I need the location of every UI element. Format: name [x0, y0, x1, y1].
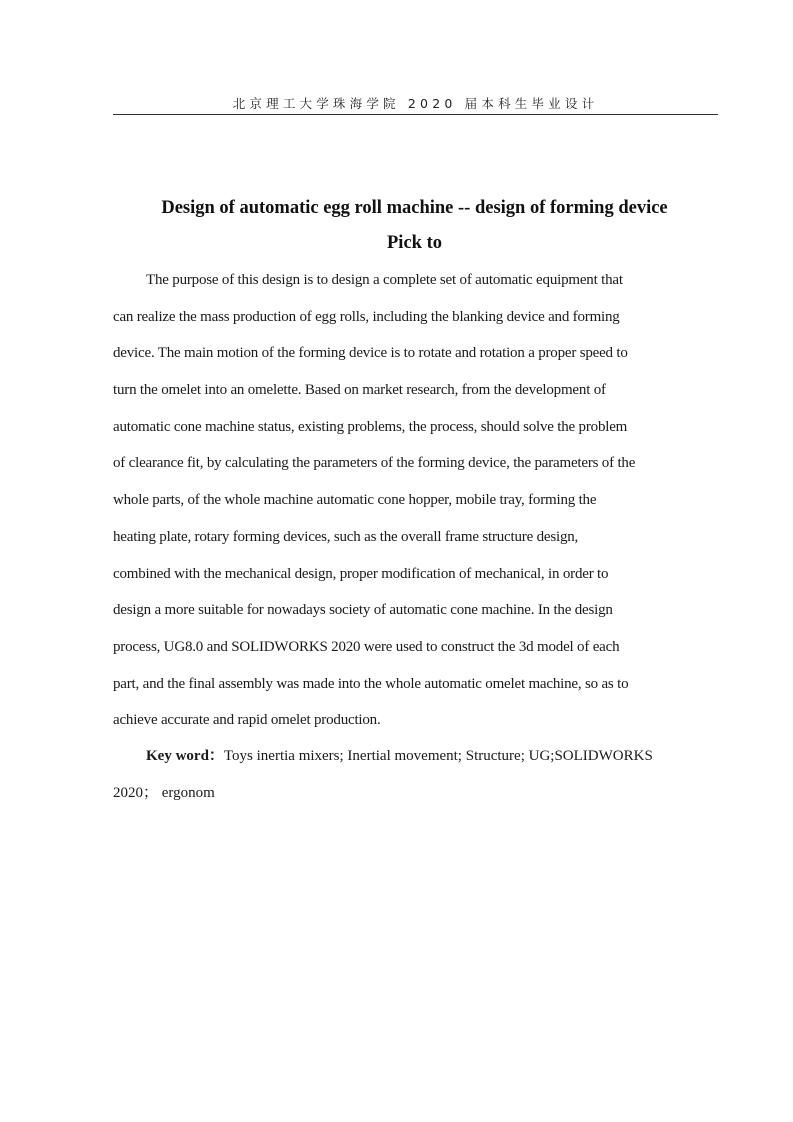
abstract-line: design a more suitable for nowadays society of automatic cone machine. In the design	[113, 602, 613, 619]
abstract-line: combined with the mechanical design, proper modification of mechanical, in order to	[113, 565, 609, 582]
header-divider	[113, 114, 718, 115]
abstract-line: The purpose of this design is to design a complete set of automatic equipment that	[146, 272, 623, 288]
keywords-section	[113, 738, 703, 812]
abstract-line: heating plate, rotary forming devices, such as the overall frame structure design,	[113, 528, 579, 545]
running-header: 北京理工大学珠海学院 2020 届本科生毕业设计	[232, 96, 599, 111]
abstract-line: process, UG8.0 and SOLIDWORKS 2020 were used to construct the 3d model of each	[113, 638, 620, 655]
abstract-line: can realize the mass production of egg rolls, including the blanking device and forming	[113, 308, 620, 325]
abstract-line: device. The main motion of the forming device is to rotate and rotation a proper speed to	[113, 345, 628, 362]
document-title: Design of automatic egg roll machine -- design of forming device	[161, 198, 668, 218]
abstract-line: of clearance fit, by calculating the parameters of the forming device, the parameters of the	[113, 455, 636, 472]
abstract-line: turn the omelet into an omelette. Based on market research, from the development of	[113, 382, 606, 399]
keywords-label: Key word：	[146, 748, 224, 764]
abstract-line: whole parts, of the whole machine automatic cone hopper, mobile tray, forming the	[113, 492, 597, 509]
document-subtitle: Pick to	[387, 233, 442, 253]
abstract-paragraph	[113, 262, 693, 739]
keywords-line	[113, 738, 703, 775]
keywords-text: Toys inertia mixers; Inertial movement; Structure; UG;SOLIDWORKS	[223, 748, 653, 764]
abstract-line: part, and the final assembly was made into the whole automatic omelet machine, so as to	[113, 675, 629, 692]
keywords-line-continued: 2020； ergonom	[113, 785, 215, 801]
abstract-line: achieve accurate and rapid omelet production.	[113, 712, 381, 729]
abstract-line: automatic cone machine status, existing problems, the process, should solve the problem	[113, 418, 628, 435]
